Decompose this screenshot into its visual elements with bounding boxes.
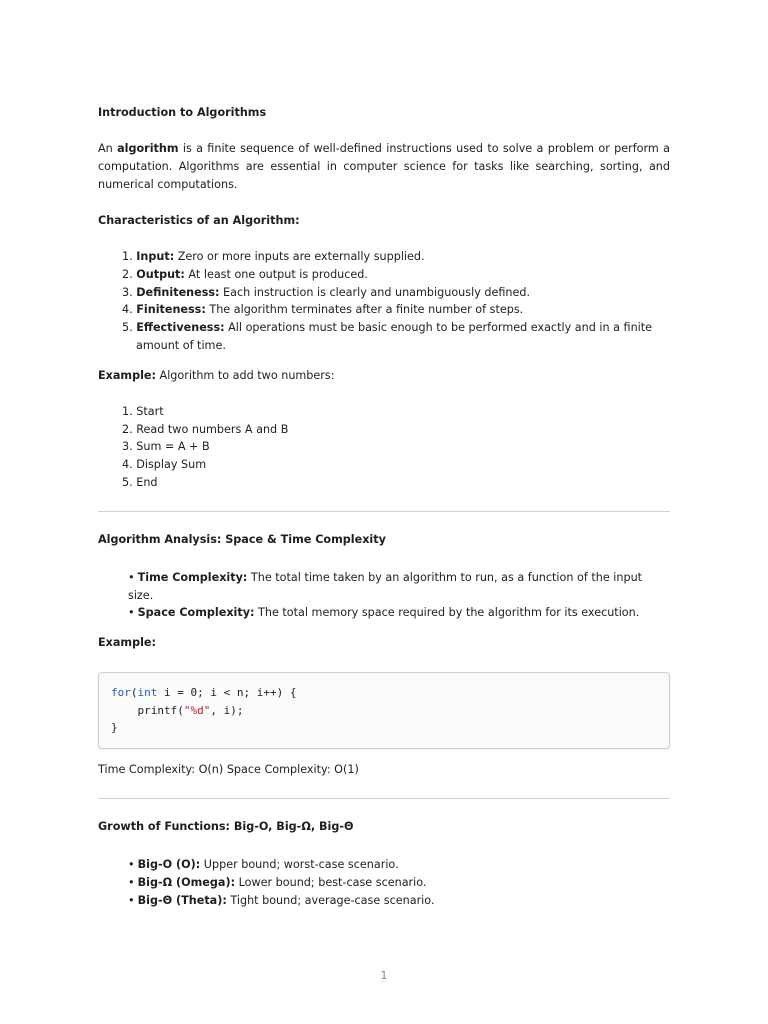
analysis-example-label (98, 634, 670, 652)
list-number: 5. (122, 475, 133, 489)
list-item-text: All operations must be basic enough to be performed exactly and in a finite amount of time. (136, 321, 653, 352)
list-item (98, 284, 670, 302)
list-number: 3. (122, 285, 133, 299)
list-item (98, 874, 670, 892)
list-item-text: Each instruction is clearly and unambiguously defined. (219, 285, 531, 299)
list-item-text: Upper bound; worst-case scenario. (200, 857, 399, 871)
list-item (98, 456, 670, 474)
list-item-label: Big-Ω (Omega): (137, 875, 236, 889)
example-text: Algorithm to add two numbers: (155, 368, 335, 382)
list-number: 5. (122, 321, 133, 335)
code-line-3: } (111, 721, 118, 735)
list-item (98, 421, 670, 439)
code-line-2 (111, 704, 243, 717)
bullet-glyph: • (128, 606, 135, 620)
intro-rest: is a finite sequence of well-defined instructions used to solve a problem or perform a computation. Algorithms are essential in computer science for tasks like searching, sorting, and numerical computations. (98, 142, 670, 191)
list-item-label: Time Complexity: (137, 570, 248, 584)
list-item (98, 301, 670, 319)
list-number: 2. (122, 422, 133, 436)
list-item (98, 438, 670, 456)
section-title-characteristics: Characteristics of an Algorithm: (98, 214, 300, 227)
example-label: Example: (98, 636, 156, 650)
bullet-glyph: • (128, 570, 135, 584)
list-item-text: Display Sum (136, 458, 207, 472)
list-item (98, 892, 670, 910)
list-item-text: Lower bound; best-case scenario. (235, 875, 427, 889)
example-label: Example: (98, 368, 156, 382)
intro-prefix: An (98, 142, 118, 155)
list-item-label: Output: (136, 267, 185, 281)
bullet-glyph: • (128, 893, 135, 907)
section-title-analysis: Algorithm Analysis: Space & Time Complexity (98, 532, 386, 546)
list-item-text: The total time taken by an algorithm to run, as a function of the input size. (128, 570, 643, 602)
code-text: , i); (210, 703, 244, 717)
code-keyword: int (137, 686, 158, 700)
list-item-label: Effectiveness: (136, 321, 225, 335)
code-keyword: for (111, 686, 131, 700)
complexity-list (98, 569, 670, 622)
code-block (98, 672, 670, 749)
list-item-label: Definiteness: (136, 285, 220, 299)
list-item-label: Big-Θ (Theta): (137, 893, 227, 907)
complexity-result: Time Complexity: O(n) Space Complexity: O(1) (98, 762, 359, 776)
list-item-text: At least one output is produced. (184, 267, 368, 281)
bullet-glyph: • (128, 875, 135, 889)
code-line-1 (111, 686, 296, 699)
code-text: i = 0; i < n; i++) { (157, 686, 297, 700)
list-item (98, 266, 670, 284)
list-item-text: Zero or more inputs are externally supplied. (174, 250, 425, 263)
list-item-text: The algorithm terminates after a finite number of steps. (205, 303, 524, 317)
list-number: 1. (122, 250, 133, 263)
growth-list (98, 856, 670, 909)
list-number: 2. (122, 267, 133, 281)
list-item (98, 856, 670, 874)
list-number: 3. (122, 440, 133, 454)
page-number: 1 (380, 969, 388, 982)
list-number: 4. (122, 458, 133, 472)
list-item-label: Big-O (O): (137, 857, 201, 871)
list-item-text: Tight bound; average-case scenario. (226, 893, 435, 907)
list-item (98, 248, 670, 266)
example-steps-list (98, 403, 670, 492)
list-item-label: Input: (136, 250, 175, 263)
document-page (98, 104, 670, 909)
list-number: 4. (122, 303, 133, 317)
section-title-growth: Growth of Functions: Big-O, Big-Ω, Big-Θ (98, 819, 354, 833)
intro-paragraph (98, 140, 670, 194)
list-item-label: Space Complexity: (137, 606, 255, 620)
list-item-text: Sum = A + B (136, 440, 210, 454)
list-item-text: End (136, 475, 158, 489)
list-item-text: Read two numbers A and B (136, 422, 289, 436)
code-string: "%d" (183, 703, 211, 717)
list-item (98, 403, 670, 421)
example-intro (98, 367, 670, 385)
list-item (98, 569, 670, 605)
bullet-glyph: • (128, 857, 135, 871)
intro-bold-term: algorithm (117, 142, 179, 155)
list-item-text: The total memory space required by the algorithm for its execution. (254, 606, 640, 620)
section-title-intro: Introduction to Algorithms (98, 106, 267, 119)
characteristics-list (98, 248, 670, 355)
list-item (98, 604, 670, 622)
list-item-text: Start (136, 404, 164, 418)
list-item-label: Finiteness: (136, 303, 206, 317)
code-text: ( (130, 686, 138, 700)
code-text: printf( (111, 703, 184, 717)
list-number: 1. (122, 404, 133, 418)
list-item (98, 319, 670, 355)
list-item (98, 474, 670, 492)
